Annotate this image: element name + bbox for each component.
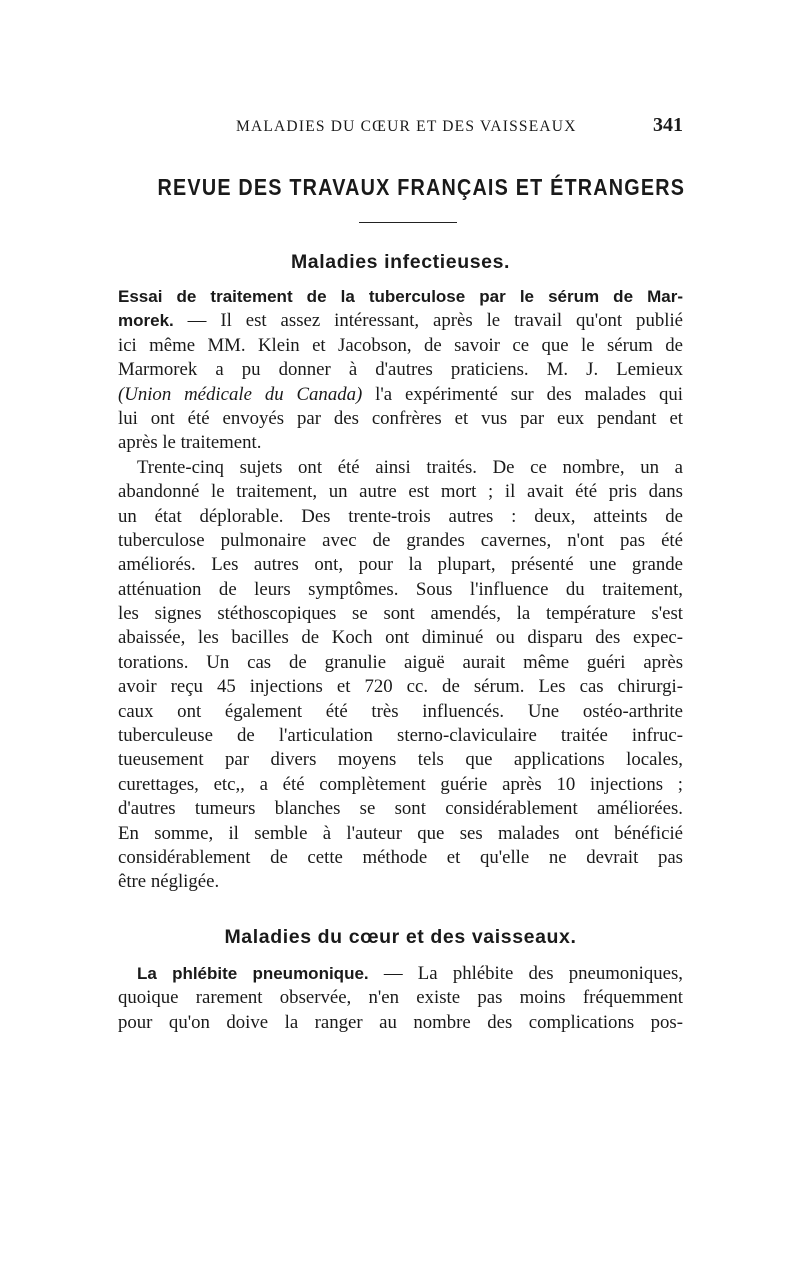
- main-title: REVUE DES TRAVAUX FRANÇAIS ET ÉTRANGERS: [157, 174, 686, 200]
- section-body-cardiac: [118, 962, 683, 1035]
- journal-citation: (Union médicale du Canada): [118, 383, 363, 405]
- paragraph-line: avoir reçu 45 injections et 720 cc. de sérum. Les cas chirurgi-: [118, 676, 683, 698]
- paragraph-line: abandonné le traitement, un autre est mort ; il avait été pris dans: [118, 481, 683, 503]
- paragraph-line: pour qu'on doive la ranger au nombre des complications pos-: [118, 1011, 683, 1033]
- title-rule: [359, 222, 457, 223]
- paragraph-line: être négligée.: [118, 871, 220, 893]
- paragraph-line: abaissée, les bacilles de Koch ont diminué ou disparu des expec-: [118, 627, 683, 649]
- paragraph-line: lui ont été envoyés par des confrères et vus par eux pendant et: [118, 407, 683, 429]
- paragraph-line: Trente-cinq sujets ont été ainsi traités. De ce nombre, un a: [137, 456, 683, 478]
- running-head-title: MALADIES DU CŒUR ET DES VAISSEAUX: [236, 118, 577, 135]
- article-lead: Essai de traitement de la tuberculose par le sérum de Mar-: [118, 287, 683, 306]
- section-heading-cardiac: Maladies du cœur et des vaisseaux.: [224, 926, 577, 948]
- section-heading-infectious: Maladies infectieuses.: [290, 251, 511, 273]
- page-number: 341: [653, 114, 683, 136]
- paragraph-line: améliorés. Les autres ont, pour la plupart, présenté une grande: [118, 554, 683, 576]
- paragraph-line: tueusement par divers moyens tels que applications locales,: [118, 749, 683, 771]
- paragraph-line: ici même MM. Klein et Jacobson, de savoir ce que le sérum de: [118, 334, 683, 356]
- paragraph-line: après le traitement.: [118, 432, 262, 454]
- running-head: [118, 114, 683, 140]
- paragraph-line: En somme, il semble à l'auteur que ses malades ont bénéficié: [118, 822, 683, 844]
- paragraph-line: les signes stéthoscopiques se sont amendés, la température s'est: [118, 603, 683, 625]
- article-lead-cont: morek.: [118, 311, 174, 331]
- paragraph-line: caux ont également été très influencés. Une ostéo-arthrite: [118, 700, 683, 722]
- paragraph-line: curettages, etc,, a été complètement guérie après 10 injections ;: [118, 773, 683, 795]
- paragraph-line: tuberculeuse de l'articulation sterno-claviculaire traitée infruc-: [118, 725, 683, 747]
- paragraph-line: [118, 285, 683, 309]
- article-lead: La phlébite pneumonique.: [137, 964, 369, 983]
- paragraph-line: torations. Un cas de granulie aiguë aurait même guéri après: [118, 651, 683, 673]
- paragraph-line: (Union médicale du Canada) l'a expérimenté sur des malades qui: [118, 383, 683, 405]
- paragraph-line: d'autres tumeurs blanches se sont considérablement améliorées.: [118, 798, 683, 820]
- paragraph-line: quoique rarement observée, n'en existe pas moins fréquemment: [118, 987, 683, 1009]
- section-body-infectious: [118, 285, 683, 895]
- paragraph-line: considérablement de cette méthode et qu'elle ne devrait pas: [118, 846, 683, 868]
- paragraph-line: un état déplorable. Des trente-trois autres : deux, atteints de: [118, 505, 683, 527]
- paragraph-line: Marmorek a pu donner à d'autres praticiens. M. J. Lemieux: [118, 359, 683, 381]
- paragraph-line: morek. — Il est assez intéressant, après le travail qu'ont publié: [118, 310, 683, 332]
- paragraph-line: La phlébite pneumonique. — La phlébite des pneumoniques,: [137, 963, 683, 984]
- paragraph-line: tuberculose pulmonaire avec de grandes cavernes, n'ont pas été: [118, 529, 683, 551]
- paragraph-line: atténuation de leurs symptômes. Sous l'influence du traitement,: [118, 578, 683, 600]
